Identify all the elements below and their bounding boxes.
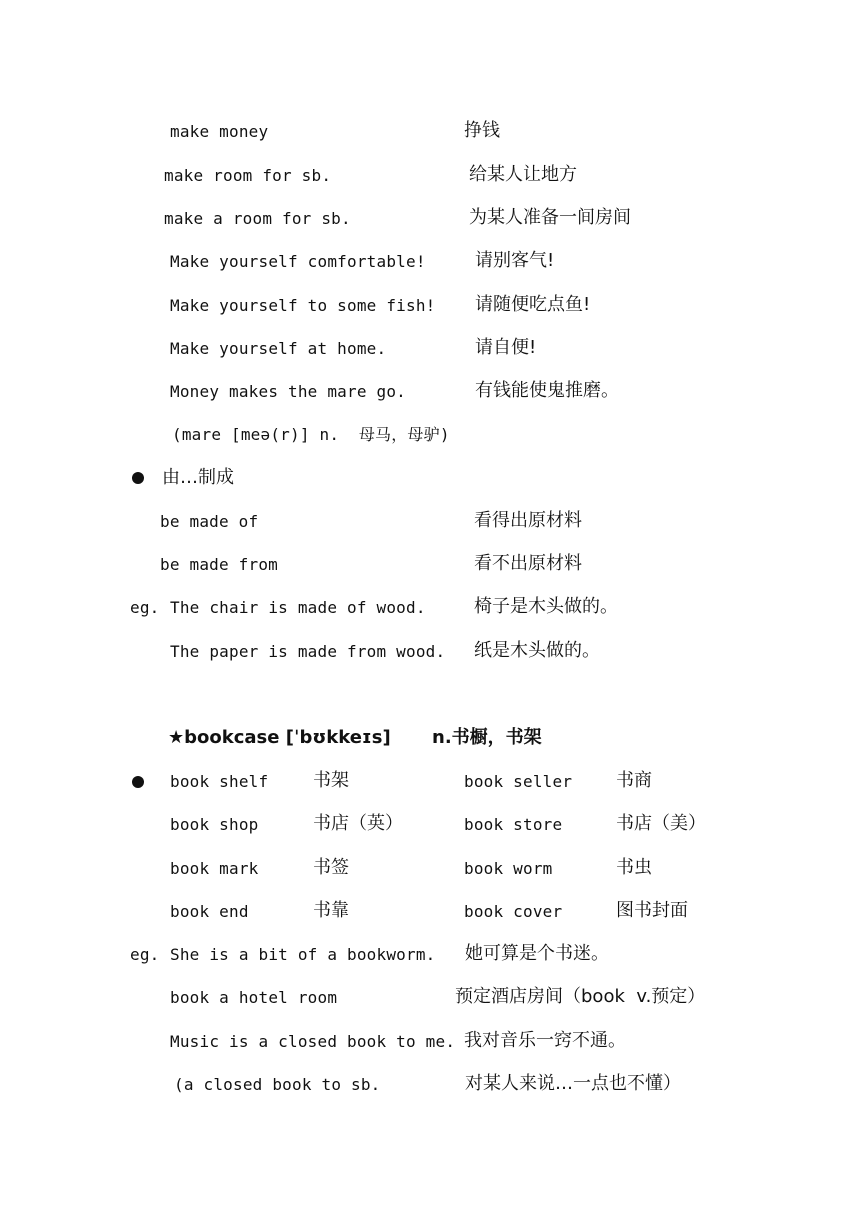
example-zh: 对某人来说…一点也不懂） — [465, 1073, 681, 1094]
compound-zh: 书商 — [616, 770, 652, 791]
phrase-zh: 给某人让地方 — [469, 164, 577, 185]
phrase-en: make a room for sb. — [164, 209, 351, 228]
phrase-en: make room for sb. — [164, 166, 332, 185]
compound-en: book store — [464, 815, 563, 834]
example-zh: 她可算是个书迷。 — [465, 943, 609, 964]
eg-label: eg. — [130, 945, 160, 964]
phrase-zh: 请别客气! — [475, 250, 555, 271]
compound-zh: 图书封面 — [616, 900, 688, 921]
compound-en: book shop — [170, 815, 259, 834]
example-zh: 预定酒店房间（book v.预定） — [455, 986, 706, 1007]
bullet-icon — [132, 776, 144, 788]
compound-en: book seller — [464, 772, 573, 791]
example-en: She is a bit of a bookworm. — [170, 945, 436, 964]
phrase-zh: 为某人准备一间房间 — [469, 207, 631, 228]
compound-zh: 书签 — [313, 857, 349, 878]
phrase-en: Make yourself at home. — [170, 339, 387, 358]
vocab-note: (mare [meə(r)] n. 母马，母驴) — [172, 425, 450, 444]
phrase-en: be made of — [160, 512, 259, 531]
compound-en: book mark — [170, 859, 259, 878]
example-zh: 椅子是木头做的。 — [474, 596, 618, 617]
phrase-zh: 请自便! — [475, 337, 537, 358]
example-en: The paper is made from wood. — [170, 642, 446, 661]
headword-definition: n.书橱，书架 — [432, 727, 542, 748]
compound-en: book worm — [464, 859, 553, 878]
example-en: The chair is made of wood. — [170, 598, 426, 617]
compound-zh: 书店（英） — [313, 813, 403, 834]
phrase-en: Make yourself comfortable! — [170, 252, 426, 271]
phrase-en: Make yourself to some fish! — [170, 296, 436, 315]
compound-zh: 书店（美） — [616, 813, 706, 834]
headword: ★bookcase [ˈbʊkkeɪs] — [168, 727, 391, 748]
phrase-en: be made from — [160, 555, 278, 574]
example-en: (a closed book to sb. — [174, 1075, 381, 1094]
compound-en: book cover — [464, 902, 563, 921]
compound-zh: 书靠 — [313, 900, 349, 921]
phrase-en: Money makes the mare go. — [170, 382, 406, 401]
example-en: book a hotel room — [170, 988, 338, 1007]
phrase-en: make money — [170, 122, 269, 141]
example-zh: 我对音乐一窍不通。 — [464, 1030, 626, 1051]
bullet-icon — [132, 472, 144, 484]
compound-zh: 书架 — [313, 770, 349, 791]
phrase-zh: 有钱能使鬼推磨。 — [475, 380, 619, 401]
example-en: Music is a closed book to me. — [170, 1032, 456, 1051]
eg-label: eg. — [130, 598, 160, 617]
compound-en: book shelf — [170, 772, 269, 791]
phrase-zh: 看得出原材料 — [474, 510, 582, 531]
phrase-zh: 看不出原材料 — [474, 553, 582, 574]
compound-zh: 书虫 — [616, 857, 652, 878]
example-zh: 纸是木头做的。 — [474, 640, 600, 661]
phrase-zh: 请随便吃点鱼! — [475, 294, 591, 315]
compound-en: book end — [170, 902, 249, 921]
section-heading: 由…制成 — [162, 467, 234, 488]
phrase-zh: 挣钱 — [464, 120, 500, 141]
